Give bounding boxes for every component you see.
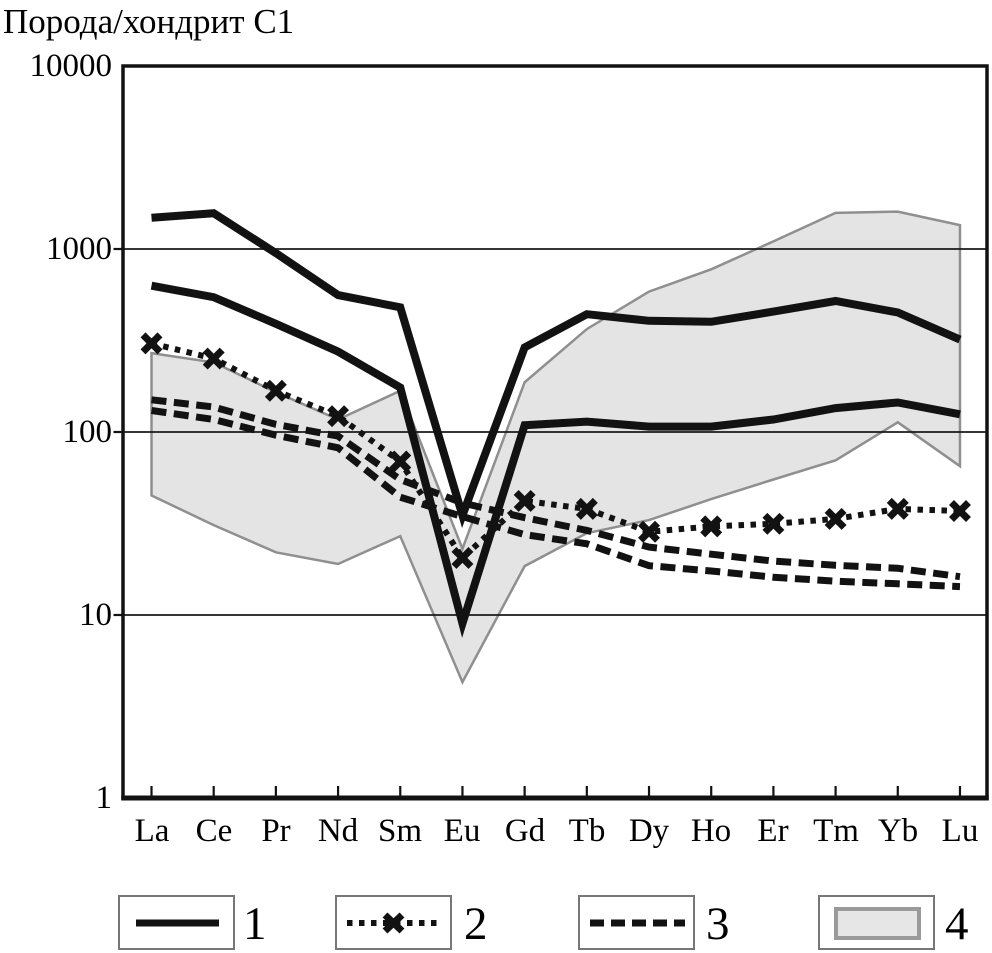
legend-label-2: 2 bbox=[464, 898, 488, 950]
chart-title: Порода/хондрит С1 bbox=[3, 2, 295, 41]
area-series-4 bbox=[152, 212, 960, 682]
legend-swatch-4 bbox=[818, 895, 935, 950]
legend-swatch-1 bbox=[118, 895, 235, 950]
x-tick-label-gd: Gd bbox=[504, 813, 546, 849]
legend-label-3: 3 bbox=[706, 898, 730, 950]
legend-label-1: 1 bbox=[243, 898, 267, 950]
dotted-line-x-sample bbox=[337, 897, 450, 948]
area-4-polygon bbox=[152, 212, 960, 682]
x-tick-label-sm: Sm bbox=[377, 813, 423, 849]
shaded-area-sample bbox=[834, 907, 921, 940]
x-tick-label-tb: Tb bbox=[568, 813, 606, 849]
series-2-marker bbox=[827, 510, 844, 527]
series-2-marker bbox=[143, 335, 160, 352]
x-tick-label-tm: Tm bbox=[813, 813, 859, 849]
legend-swatch-2 bbox=[335, 895, 452, 950]
y-tick-label-1000: 1000 bbox=[46, 231, 112, 267]
y-tick-label-100: 100 bbox=[62, 414, 112, 450]
dashed-line-sample bbox=[580, 897, 693, 948]
x-tick-label-dy: Dy bbox=[628, 813, 670, 849]
x-tick-label-nd: Nd bbox=[317, 813, 359, 849]
solid-line-sample bbox=[120, 897, 233, 948]
y-tick-label-1: 1 bbox=[95, 780, 112, 816]
legend-swatch-3 bbox=[578, 895, 695, 950]
x-tick-label-la: La bbox=[134, 813, 170, 849]
y-tick-label-10: 10 bbox=[79, 597, 112, 633]
x-tick-label-ho: Ho bbox=[690, 813, 732, 849]
x-tick-label-yb: Yb bbox=[877, 813, 919, 849]
x-tick-label-lu: Lu bbox=[941, 813, 979, 849]
legend-label-4: 4 bbox=[945, 898, 969, 950]
x-tick-label-pr: Pr bbox=[261, 813, 291, 849]
x-tick-label-er: Er bbox=[757, 813, 789, 849]
y-tick-label-10000: 10000 bbox=[29, 48, 112, 84]
x-tick-label-ce: Ce bbox=[195, 813, 233, 849]
x-tick-label-eu: Eu bbox=[443, 813, 481, 849]
series-2-marker bbox=[889, 500, 906, 517]
